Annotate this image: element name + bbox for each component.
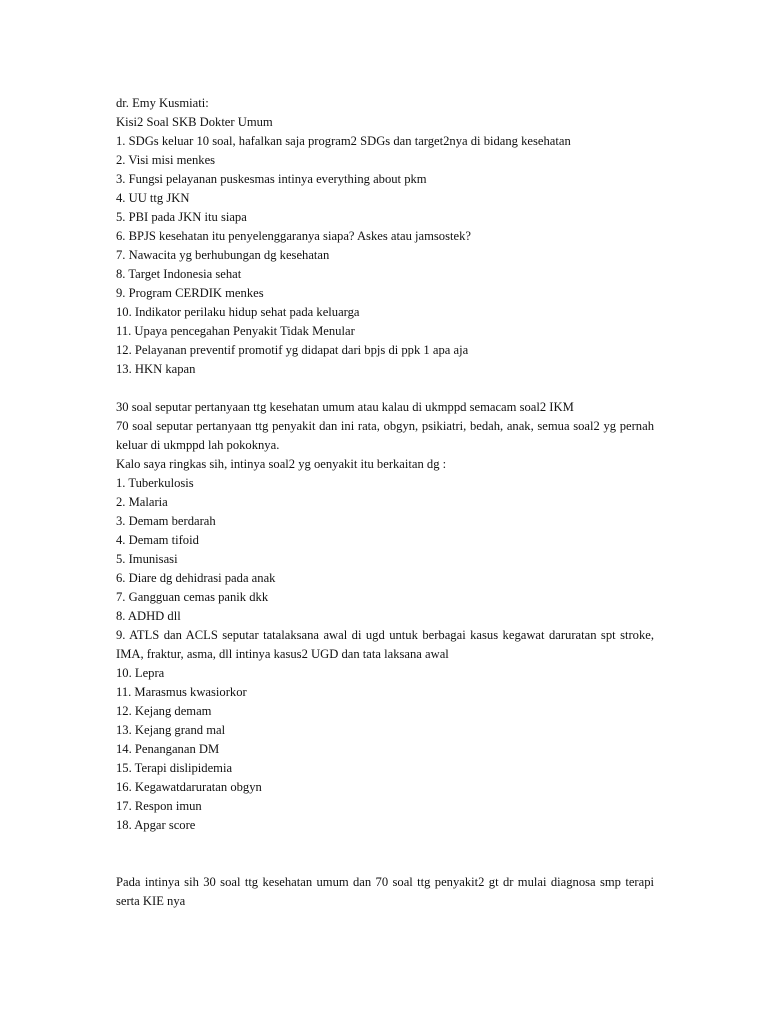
list-item: 12. Kejang demam [116,704,212,718]
list-item: 5. Imunisasi [116,552,178,566]
list-item: 12. Pelayanan preventif promotif yg didapat dari bpjs di ppk 1 apa aja [116,343,469,357]
summary-30-line: 30 soal seputar pertanyaan ttg kesehatan umum atau kalau di ukmppd semacam soal2 IKM [116,400,574,414]
list-item: 11. Marasmus kwasiorkor [116,685,247,699]
diseases-intro: Kalo saya ringkas sih, intinya soal2 yg oenyakit itu berkaitan dg : [116,457,447,471]
list-item: 4. UU ttg JKN [116,191,190,205]
list-item: 2. Malaria [116,495,168,509]
conclusion-paragraph: Pada intinya sih 30 soal ttg kesehatan umum dan 70 soal ttg penyakit2 gt dr mulai diagnosa smp terapi serta KIE nya [116,875,654,908]
list-item: 4. Demam tifoid [116,533,199,547]
list-item: 7. Gangguan cemas panik dkk [116,590,269,604]
list-item: 2. Visi misi menkes [116,153,216,167]
list-item: 15. Terapi dislipidemia [116,761,233,775]
list-item: 10. Lepra [116,666,165,680]
list-item: 1. SDGs keluar 10 soal, hafalkan saja program2 SDGs dan target2nya di bidang kesehatan [116,134,571,148]
list-item: 7. Nawacita yg berhubungan dg kesehatan [116,248,330,262]
author-line: dr. Emy Kusmiati: [116,96,209,110]
list-item: 18. Apgar score [116,818,196,832]
list-item: 1. Tuberkulosis [116,476,194,490]
list-item: 14. Penanganan DM [116,742,220,756]
spacer [116,835,654,873]
list-item: 3. Fungsi pelayanan puskesmas intinya everything about pkm [116,172,427,186]
list-item: 3. Demam berdarah [116,514,216,528]
list-item: 6. Diare dg dehidrasi pada anak [116,571,276,585]
list-item: 9. Program CERDIK menkes [116,286,264,300]
diseases-list [116,474,654,835]
list-item: 11. Upaya pencegahan Penyakit Tidak Menular [116,324,355,338]
list-item: 8. ADHD dll [116,609,181,623]
list-item: 9. ATLS dan ACLS seputar tatalaksana awal di ugd untuk berbagai kasus kegawat daruratan spt stroke, IMA, fraktur, asma, dll intinya kasus2 UGD dan tata laksana awal [116,628,654,661]
list-item: 16. Kegawatdaruratan obgyn [116,780,262,794]
summary-70-paragraph: 70 soal seputar pertanyaan ttg penyakit dan ini rata, obgyn, psikiatri, bedah, anak, semua soal2 yg pernah keluar di ukmppd lah pokoknya. [116,419,654,452]
topics-list [116,132,654,379]
list-item: 5. PBI pada JKN itu siapa [116,210,247,224]
list-item: 8. Target Indonesia sehat [116,267,242,281]
document-body [116,94,654,911]
document-subtitle: Kisi2 Soal SKB Dokter Umum [116,115,273,129]
list-item: 10. Indikator perilaku hidup sehat pada keluarga [116,305,360,319]
list-item: 17. Respon imun [116,799,202,813]
list-item: 13. HKN kapan [116,362,196,376]
spacer [116,379,654,398]
list-item: 6. BPJS kesehatan itu penyelenggaranya siapa? Askes atau jamsostek? [116,229,471,243]
list-item: 13. Kejang grand mal [116,723,226,737]
